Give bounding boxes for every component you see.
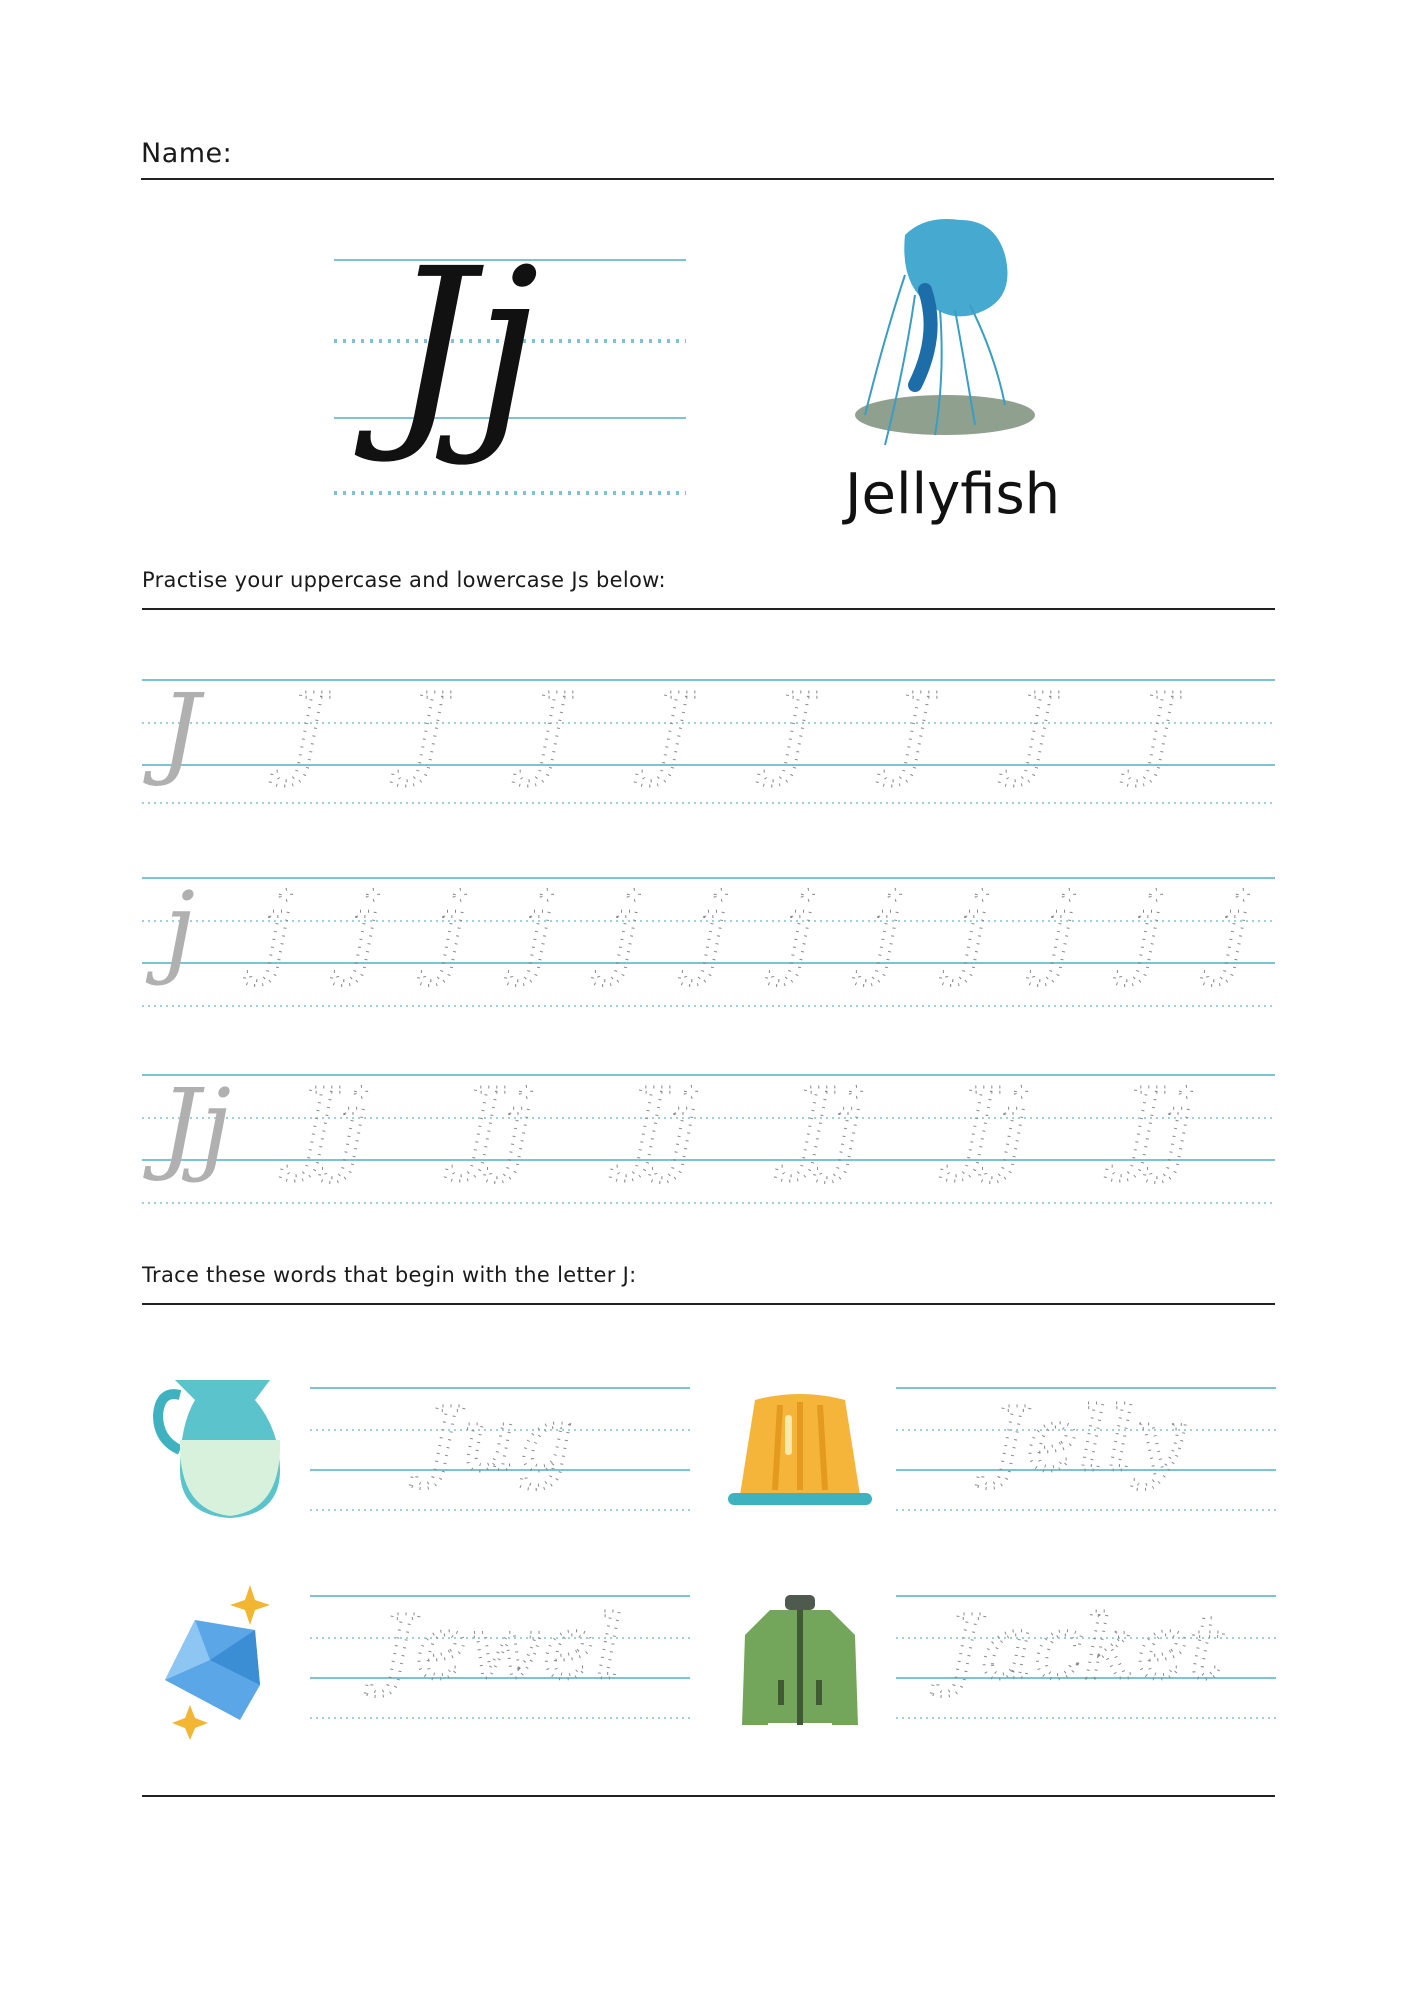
trace-letter: j xyxy=(1219,870,1251,987)
hero-letters-text: Jj xyxy=(390,240,540,468)
trace-letter: Jj xyxy=(957,1067,1029,1184)
trace-letter: j xyxy=(958,870,990,987)
bottom-divider xyxy=(142,1795,1275,1797)
model-letter: J xyxy=(160,672,201,789)
trace-letter: J xyxy=(894,672,935,789)
trace-letter: Jj xyxy=(792,1067,864,1184)
trace-letter: J xyxy=(530,672,571,789)
model-letter: Jj xyxy=(160,1067,232,1184)
practice-instruction: Practise your uppercase and lowercase Js below: xyxy=(142,568,666,592)
picture-word: Jellyfish xyxy=(845,462,1061,527)
trace-letter: j xyxy=(523,870,555,987)
practice-row-lowercase[interactable] xyxy=(142,868,1275,1018)
trace-letter: J xyxy=(408,672,449,789)
trace-letter: j xyxy=(610,870,642,987)
jacket-icon xyxy=(740,1595,860,1730)
jug-icon xyxy=(150,1370,290,1520)
trace-letter: j xyxy=(349,870,381,987)
trace-letter: J xyxy=(1016,672,1057,789)
word-line-jelly[interactable] xyxy=(896,1382,1276,1517)
trace-letter: J xyxy=(774,672,815,789)
jewel-icon xyxy=(155,1580,285,1740)
jellyfish-icon xyxy=(845,215,1045,455)
trace-letter: j xyxy=(262,870,294,987)
trace-letter: Jj xyxy=(627,1067,699,1184)
trace-letter: j xyxy=(871,870,903,987)
jelly-icon xyxy=(725,1390,875,1515)
trace-word: Jewel xyxy=(380,1596,623,1699)
hero-letters xyxy=(330,240,690,510)
trace-letter: j xyxy=(697,870,729,987)
practice-row-uppercase[interactable] xyxy=(142,670,1275,810)
word-line-jewel[interactable] xyxy=(310,1590,690,1725)
trace-letter: Jj xyxy=(297,1067,369,1184)
trace-letter: Jj xyxy=(1122,1067,1194,1184)
trace-word: Jug xyxy=(425,1388,574,1491)
trace-letter: j xyxy=(436,870,468,987)
words-divider xyxy=(142,1303,1275,1305)
trace-word: Jacket xyxy=(946,1596,1224,1699)
trace-letter: J xyxy=(287,672,328,789)
trace-letter: J xyxy=(652,672,693,789)
word-line-jug[interactable] xyxy=(310,1382,690,1517)
word-line-jacket[interactable] xyxy=(896,1590,1276,1725)
words-instruction: Trace these words that begin with the letter J: xyxy=(142,1263,637,1287)
name-line[interactable] xyxy=(141,178,1274,180)
practice-divider xyxy=(142,608,1275,610)
trace-letter: j xyxy=(1132,870,1164,987)
trace-letter: J xyxy=(1138,672,1179,789)
trace-word: Jelly xyxy=(991,1388,1185,1491)
trace-letter: j xyxy=(784,870,816,987)
model-letter: j xyxy=(164,870,196,987)
trace-letter: j xyxy=(1045,870,1077,987)
practice-row-mixed[interactable] xyxy=(142,1065,1275,1215)
name-label: Name: xyxy=(141,138,233,169)
trace-letter: Jj xyxy=(462,1067,534,1184)
